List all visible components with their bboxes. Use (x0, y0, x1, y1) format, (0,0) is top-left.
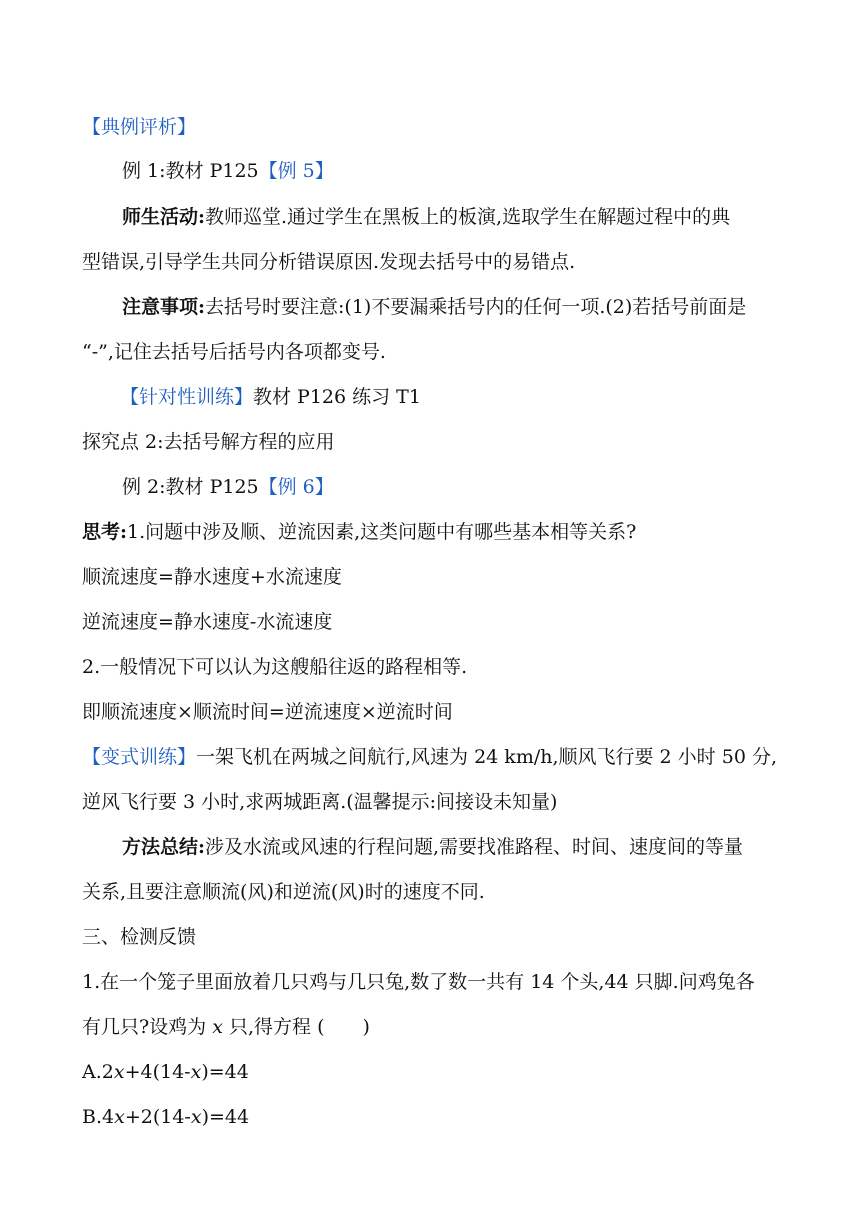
variant-line-1 (82, 744, 777, 770)
think-q1-text: 1.问题中涉及顺、逆流因素,这类问题中有哪些基本相等关系? (127, 521, 637, 543)
example-1-prefix: 例 1:教材 P125 (122, 160, 259, 182)
option-b-part-1: B.4 (82, 1106, 115, 1128)
section-example-title: 【典例评析】 (82, 116, 197, 138)
variant-tag: 【变式训练】 (82, 746, 197, 768)
option-b (82, 1104, 249, 1130)
method-label: 方法总结: (122, 836, 206, 858)
question-1-text-post: 只,得方程 ( ) (222, 1016, 370, 1038)
notice-line-1 (122, 294, 746, 320)
option-a-part-1: A.2 (82, 1061, 114, 1083)
think-question-2: 2.一般情况下可以认为这艘船往返的路程相等. (82, 656, 468, 678)
option-b-part-2: +2(14- (124, 1106, 191, 1128)
think-label: 思考: (82, 521, 128, 543)
option-b-var-2: x (190, 1106, 202, 1128)
question-1-text-pre: 有几只?设鸡为 (82, 1016, 213, 1038)
explore-point-2: 探究点 2:去括号解方程的应用 (82, 431, 335, 453)
option-a-part-3: )=44 (201, 1061, 249, 1083)
activity-line-1 (122, 204, 730, 230)
variant-text-1: 一架飞机在两城之间航行,风速为 24 km/h,顺风飞行要 2 小时 50 分, (196, 746, 777, 768)
notice-text-1: 去括号时要注意:(1)不要漏乘括号内的任何一项.(2)若括号前面是 (205, 296, 747, 318)
example-2-tag: 【例 6】 (258, 476, 334, 498)
option-a-var-2: x (190, 1061, 202, 1083)
think-line-upstream: 逆流速度=静水速度-水流速度 (82, 611, 333, 633)
example-2 (122, 474, 334, 500)
question-1-line-1: 1.在一个笼子里面放着几只鸡与几只兔,数了数一共有 14 个头,44 只脚.问鸡兔各 (82, 971, 755, 993)
method-text-1: 涉及水流或风速的行程问题,需要找准路程、时间、速度间的等量 (205, 836, 744, 858)
example-1 (122, 158, 334, 184)
variant-line-2: 逆风飞行要 3 小时,求两城距离.(温馨提示:间接设未知量) (82, 791, 558, 813)
activity-label: 师生活动: (122, 206, 206, 228)
activity-text-1: 教师巡堂.通过学生在黑板上的板演,选取学生在解题过程中的典 (205, 206, 731, 228)
think-question-1 (82, 519, 636, 545)
variable-x: x (212, 1016, 223, 1038)
option-b-var-1: x (114, 1106, 125, 1128)
think-line-downstream: 顺流速度=静水速度+水流速度 (82, 566, 342, 588)
think-line-equation: 即顺流速度×顺流时间=逆流速度×逆流时间 (82, 701, 453, 723)
practice-text: 教材 P126 练习 T1 (253, 386, 421, 408)
practice-line (120, 384, 421, 410)
question-1-line-2 (82, 1014, 370, 1040)
practice-tag: 【针对性训练】 (120, 386, 254, 408)
option-a (82, 1059, 249, 1085)
method-line-2: 关系,且要注意顺流(风)和逆流(风)时的速度不同. (82, 881, 485, 903)
method-line-1 (122, 834, 743, 860)
option-b-part-3: )=44 (201, 1106, 250, 1128)
option-a-var-1: x (113, 1061, 125, 1083)
example-2-prefix: 例 2:教材 P125 (122, 476, 259, 498)
example-1-tag: 【例 5】 (258, 160, 334, 182)
activity-line-2: 型错误,引导学生共同分析错误原因.发现去括号中的易错点. (82, 251, 576, 273)
notice-label: 注意事项: (122, 296, 206, 318)
option-a-part-2: +4(14- (124, 1061, 191, 1083)
notice-line-2: “-”,记住去括号后括号内各项都变号. (82, 341, 386, 363)
section-3-title: 三、检测反馈 (82, 926, 197, 948)
